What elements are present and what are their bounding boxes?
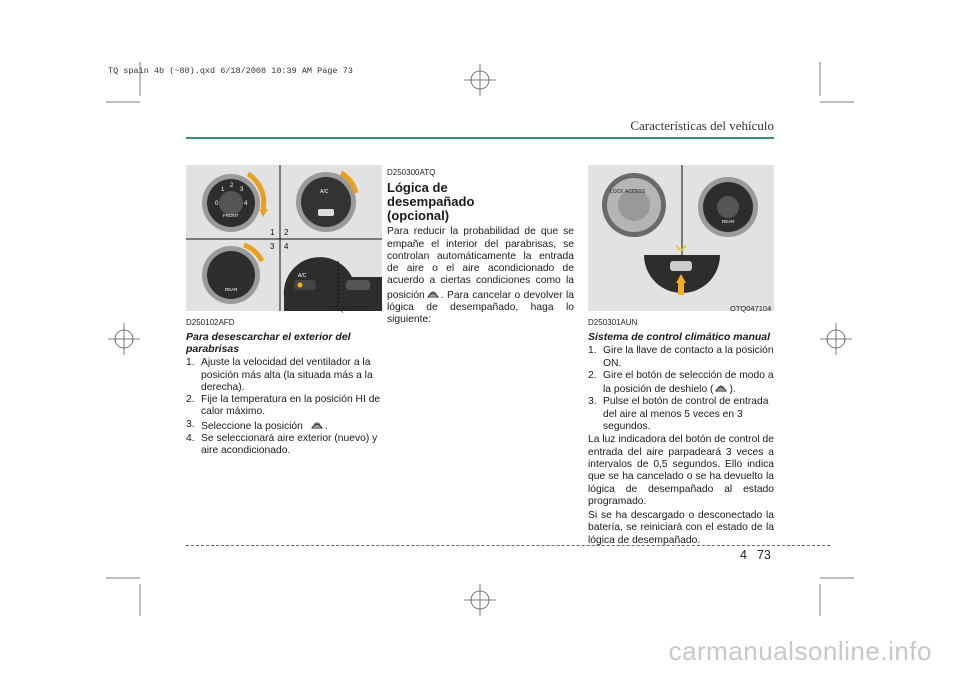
quadrant-label-4: 4 bbox=[284, 242, 289, 251]
mode-knob bbox=[202, 245, 262, 304]
defrost-steps bbox=[186, 357, 382, 457]
list-item bbox=[588, 345, 774, 370]
list-number: 1. bbox=[588, 345, 597, 357]
column-defog-logic bbox=[387, 167, 574, 327]
quadrant-label-2: 2 bbox=[284, 228, 289, 237]
defog-paragraph bbox=[387, 226, 574, 326]
list-text-end: ). bbox=[729, 384, 736, 396]
figure-left-code: OTQ047101 bbox=[328, 304, 370, 313]
button-panel bbox=[284, 257, 382, 311]
list-item bbox=[186, 394, 382, 419]
list-item bbox=[588, 370, 774, 397]
fan-front-label: FRONT bbox=[223, 213, 239, 218]
list-item bbox=[186, 357, 382, 394]
section-code: D250102AFD bbox=[186, 318, 235, 327]
paragraph-text-end: . Para cancelar o devolver la lógica de desempañado, haga lo siguiente: bbox=[387, 289, 574, 326]
windshield-defrost-icon bbox=[311, 419, 323, 430]
section-code: D250301AUN bbox=[588, 318, 638, 327]
fan-tick-0: 0 bbox=[215, 201, 219, 207]
page-number bbox=[740, 548, 771, 562]
page-number-value: 73 bbox=[756, 548, 771, 562]
figure-defrost-illustration bbox=[186, 165, 382, 311]
list-number: 4. bbox=[186, 433, 195, 445]
list-text: Ajuste la velocidad del ventilador a la posición más alta (la situada más a la derecha). bbox=[201, 357, 373, 393]
list-number: 2. bbox=[186, 394, 195, 406]
figure-climate-control bbox=[588, 165, 774, 311]
chapter-number: 4 bbox=[740, 548, 747, 562]
figure-climate-illustration bbox=[588, 165, 774, 311]
list-text: Gire la llave de contacto a la posición ON. bbox=[603, 345, 774, 369]
section-heading: Lógica de desempañado (opcional) bbox=[387, 180, 475, 224]
fan-tick-3: 3 bbox=[240, 187, 244, 193]
section-title: Características del vehículo bbox=[630, 118, 774, 133]
fan-tick-2: 2 bbox=[230, 183, 234, 189]
list-text: Fije la temperatura en la posición HI de calor máximo. bbox=[201, 394, 381, 418]
climate-steps bbox=[588, 345, 774, 433]
subheading: Sistema de control climático manual bbox=[588, 331, 771, 344]
fan-tick-4: 4 bbox=[244, 201, 248, 207]
subheading: Para desescarchar el exterior del parabrisas bbox=[186, 331, 351, 356]
list-number: 2. bbox=[588, 369, 597, 381]
list-number: 1. bbox=[186, 357, 195, 369]
windshield-defrost-icon bbox=[427, 288, 439, 299]
list-number: 3. bbox=[588, 396, 597, 408]
windshield-defrost-icon bbox=[715, 382, 727, 393]
list-text: Pulse el botón de control de entrada del aire al menos 5 veces en 3 segundos. bbox=[603, 396, 769, 433]
battery-paragraph: Si se ha descargado o desconectado la batería, se reiniciará con el estado de la lógica de desempañado. bbox=[588, 510, 774, 546]
fan-speed-knob bbox=[202, 174, 268, 232]
column-manual-climate bbox=[588, 317, 774, 547]
list-text: Seleccione la posición bbox=[201, 420, 303, 432]
ignition-dial-text: LOCK ACCESS bbox=[610, 189, 646, 195]
print-header: TQ spain 4b (~80).qxd 6/18/2008 10:39 AM Page 73 bbox=[108, 66, 353, 76]
quadrant-label-3: 3 bbox=[270, 242, 275, 251]
paragraph-text: Para reducir la probabilidad de que se empañe el interior del parabrisas, se controlan automáticamente la entrada de aire o el aire acondicionado de acuerdo a ciertas condiciones como la posición bbox=[387, 226, 574, 301]
ac-label: A/C bbox=[320, 189, 329, 195]
ac-button-label: A/C bbox=[298, 273, 307, 279]
list-item bbox=[186, 433, 382, 458]
list-number: 3. bbox=[186, 418, 195, 430]
list-item bbox=[588, 396, 774, 433]
footer-rule bbox=[186, 545, 830, 546]
list-text: Se seleccionará aire exterior (nuevo) y aire acondicionado. bbox=[201, 433, 378, 457]
figure-defrost-controls bbox=[186, 165, 382, 311]
fan-tick-1: 1 bbox=[221, 187, 225, 193]
list-text-end: . bbox=[324, 420, 328, 432]
ignition-dial bbox=[602, 173, 666, 237]
section-code: D250300ATQ bbox=[387, 168, 436, 177]
mode-selector-knob bbox=[698, 177, 758, 237]
ac-dial bbox=[296, 172, 356, 232]
mode-rear-label: REAR bbox=[225, 287, 238, 292]
indicator-paragraph: La luz indicadora del botón de control de entrada del aire parpadeará 3 veces a intervalos de 0,5 segundos. Ello indica que se ha cancelado o se ha devuelto la lógica de desempañado al estado programado. bbox=[588, 434, 774, 507]
quadrant-label-1: 1 bbox=[270, 228, 275, 237]
list-item bbox=[186, 419, 382, 433]
title-rule bbox=[186, 137, 774, 139]
figure-right-code: OTQ047104 bbox=[730, 304, 772, 313]
list-text: Gire el botón de selección de modo a la posición de deshielo ( bbox=[603, 369, 774, 396]
column-windshield-defrost bbox=[186, 317, 382, 458]
mode-selector-rear-label: REAR bbox=[722, 219, 735, 224]
watermark: carmanualsonline.info bbox=[668, 636, 932, 666]
